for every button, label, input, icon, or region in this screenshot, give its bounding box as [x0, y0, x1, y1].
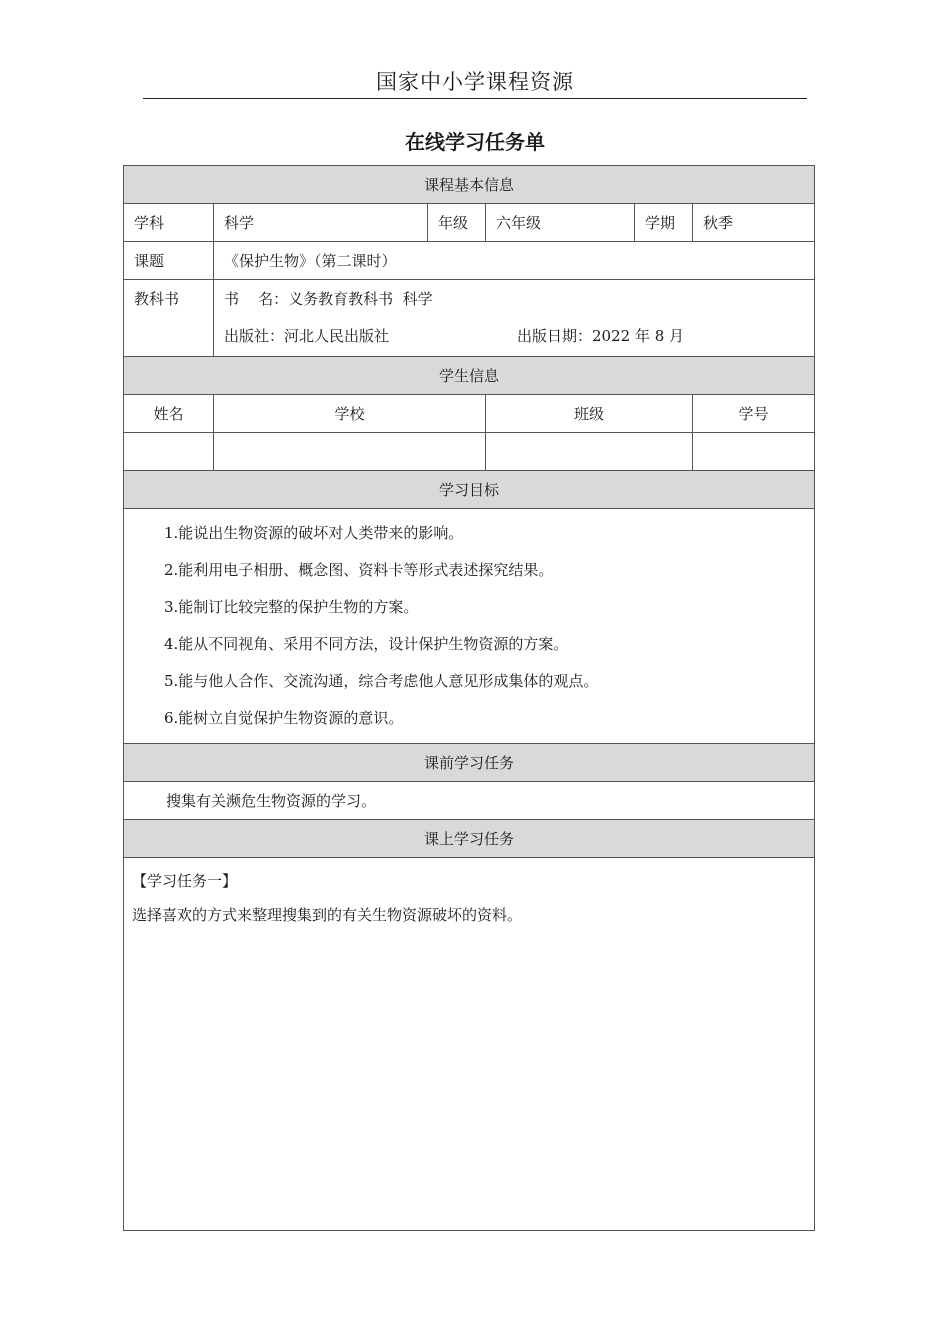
row-goals — [124, 509, 815, 744]
subject-value: 科学 — [214, 204, 428, 242]
section-title: 课前学习任务 — [124, 744, 815, 782]
grade-label: 年级 — [428, 204, 486, 242]
student-id-header: 学号 — [693, 395, 815, 433]
section-goals — [124, 471, 815, 509]
row-subject-grade-term — [124, 204, 815, 242]
book-name: 书 名：义务教育教科书 科学 — [224, 290, 433, 308]
goals-list — [124, 509, 815, 744]
student-name-header: 姓名 — [124, 395, 214, 433]
topic-label: 课题 — [124, 242, 214, 280]
publisher: 出版社：河北人民出版社 — [224, 327, 390, 345]
row-topic — [124, 242, 815, 280]
goal-item: 6.能树立自觉保护生物资源的意识。 — [164, 709, 404, 727]
section-in-class — [124, 820, 815, 858]
goal-item: 5.能与他人合作、交流沟通，综合考虑他人意见形成集体的观点。 — [164, 672, 599, 690]
topic-value: 《保护生物》（第二课时） — [214, 242, 815, 280]
term-value: 秋季 — [693, 204, 815, 242]
student-school-header: 学校 — [214, 395, 486, 433]
section-title: 学生信息 — [124, 357, 815, 395]
student-class-field[interactable] — [486, 433, 693, 471]
section-pre-class — [124, 744, 815, 782]
section-title: 学习目标 — [124, 471, 815, 509]
publisher-line — [224, 318, 804, 355]
page-header-title: 国家中小学课程资源 — [376, 70, 574, 94]
student-school-field[interactable] — [214, 433, 486, 471]
textbook-label: 教科书 — [124, 280, 214, 357]
header-divider — [143, 98, 807, 99]
section-student-info — [124, 357, 815, 395]
task-sheet-table — [123, 165, 815, 1231]
subject-label: 学科 — [124, 204, 214, 242]
goal-item: 4.能从不同视角、采用不同方法，设计保护生物资源的方案。 — [164, 635, 569, 653]
goal-item: 2.能利用电子相册、概念图、资料卡等形式表述探究结果。 — [164, 561, 554, 579]
term-label: 学期 — [635, 204, 693, 242]
row-pre-task — [124, 782, 815, 820]
grade-value: 六年级 — [486, 204, 635, 242]
row-student-inputs — [124, 433, 815, 471]
goal-item: 1.能说出生物资源的破坏对人类带来的影响。 — [164, 524, 464, 542]
row-student-headers — [124, 395, 815, 433]
document-title: 在线学习任务单 — [405, 130, 545, 154]
student-name-field[interactable] — [124, 433, 214, 471]
row-textbook — [124, 280, 815, 357]
section-title: 课上学习任务 — [124, 820, 815, 858]
section-course-info — [124, 166, 815, 204]
row-in-class-content — [124, 858, 815, 1231]
textbook-info — [214, 280, 815, 357]
student-id-field[interactable] — [693, 433, 815, 471]
in-class-content[interactable] — [124, 858, 815, 1231]
goal-item: 3.能制订比较完整的保护生物的方案。 — [164, 598, 419, 616]
task-1-text: 选择喜欢的方式来整理搜集到的有关生物资源破坏的资料。 — [132, 906, 523, 924]
section-title: 课程基本信息 — [124, 166, 815, 204]
pre-class-task: 搜集有关濒危生物资源的学习。 — [124, 782, 815, 820]
student-class-header: 班级 — [486, 395, 693, 433]
task-1-title: 【学习任务一】 — [132, 872, 238, 890]
publish-date: 出版日期：2022 年 8 月 — [517, 327, 685, 345]
